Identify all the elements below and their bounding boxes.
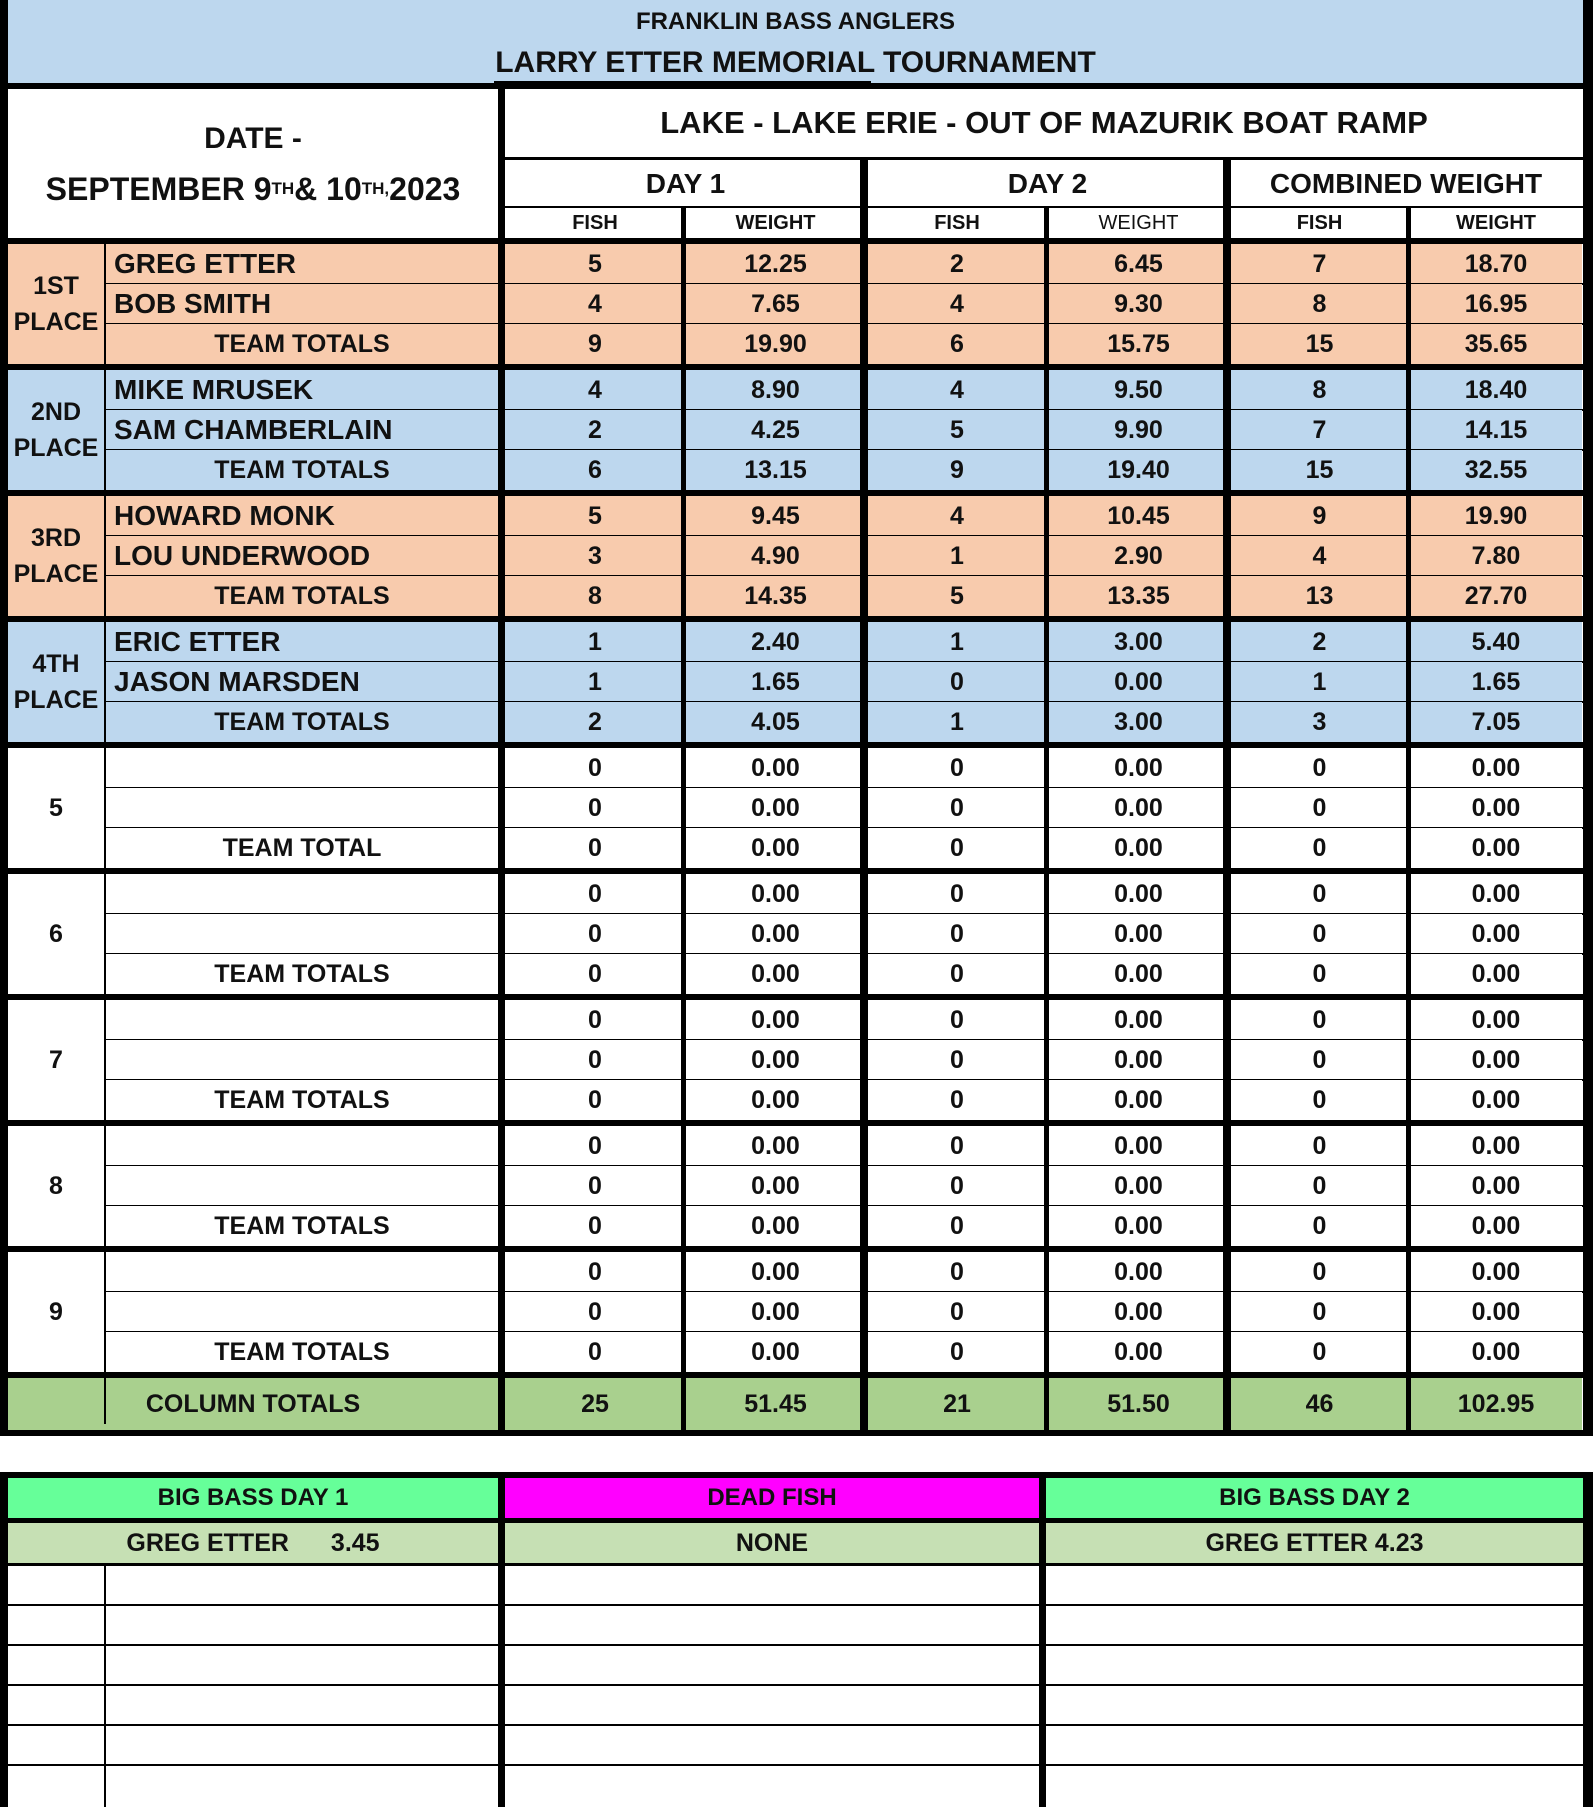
fish-count: 0 <box>505 874 685 914</box>
fish-count: 2 <box>505 410 685 450</box>
fish-count: 1 <box>866 702 1048 742</box>
column-header-fish: FISH <box>572 211 618 234</box>
fish-count: 6 <box>866 324 1048 364</box>
weight-value: 0.00 <box>1048 662 1229 702</box>
weight-value: 13.35 <box>1048 576 1229 616</box>
fish-count: 1 <box>866 536 1048 576</box>
fish-count: 0 <box>1229 1206 1410 1246</box>
team-totals-label: TEAM TOTALS <box>106 1206 498 1246</box>
weight-value: 0.00 <box>1410 1332 1582 1372</box>
weight-value: 0.00 <box>685 1292 866 1332</box>
weight-value: 0.00 <box>1048 1292 1229 1332</box>
weight-value: 0.00 <box>1048 1166 1229 1206</box>
fish-count: 0 <box>866 1252 1048 1292</box>
weight-value: 16.95 <box>1410 284 1582 324</box>
column-total-value: 51.50 <box>1048 1378 1229 1430</box>
weight-value: 14.35 <box>685 576 866 616</box>
table-right-border <box>1583 0 1593 1436</box>
fish-count: 1 <box>1229 662 1410 702</box>
column-header-fish: FISH <box>934 211 980 234</box>
weight-value: 35.65 <box>1410 324 1582 364</box>
place-label-line: PLACE <box>13 308 99 336</box>
place-label-line: 9 <box>49 1298 63 1326</box>
weight-value: 0.00 <box>685 1080 866 1120</box>
fish-count: 5 <box>866 576 1048 616</box>
fish-count: 0 <box>1229 1040 1410 1080</box>
angler-name <box>106 914 498 954</box>
place-label-line: 3RD <box>30 524 81 552</box>
weight-value: 0.00 <box>1410 874 1582 914</box>
fish-count: 2 <box>505 702 685 742</box>
weight-value: 0.00 <box>1048 748 1229 788</box>
weight-value: 0.00 <box>685 1252 866 1292</box>
weight-value: 0.00 <box>1410 1292 1582 1332</box>
awards-empty-row-line <box>8 1764 1583 1766</box>
fish-count: 0 <box>1229 1080 1410 1120</box>
weight-value: 12.25 <box>685 244 866 284</box>
place-label-line: 5 <box>49 794 63 822</box>
fish-count: 5 <box>866 410 1048 450</box>
weight-value: 14.15 <box>1410 410 1582 450</box>
column-totals-label: COLUMN TOTALS <box>8 1378 498 1430</box>
date-suffix-1: TH <box>271 179 295 198</box>
lake-underline <box>505 157 1583 160</box>
team-totals-label: TEAM TOTALS <box>106 324 498 364</box>
awards-left-border <box>0 1472 8 1807</box>
weight-value: 0.00 <box>1410 954 1582 994</box>
weight-value: 0.00 <box>1410 1166 1582 1206</box>
big-bass-day2-winner: GREG ETTER 4.23 <box>1046 1523 1583 1563</box>
weight-value: 0.00 <box>1048 954 1229 994</box>
subcolumn-divider <box>1406 206 1411 1436</box>
fish-count: 0 <box>866 748 1048 788</box>
fish-count: 13 <box>1229 576 1410 616</box>
column-total-value: 102.95 <box>1410 1378 1582 1430</box>
weight-value: 0.00 <box>1048 828 1229 868</box>
fish-count: 0 <box>1229 1292 1410 1332</box>
fish-count: 0 <box>1229 828 1410 868</box>
fish-count: 0 <box>1229 914 1410 954</box>
weight-value: 0.00 <box>1048 1126 1229 1166</box>
totals-bottom-border <box>0 1430 1593 1436</box>
fish-count: 3 <box>1229 702 1410 742</box>
column-header-weight: WEIGHT <box>1098 211 1179 234</box>
angler-name: HOWARD MONK <box>106 496 498 536</box>
big-bass-day1-title: BIG BASS DAY 1 <box>8 1478 498 1518</box>
place-label-line: 6 <box>49 920 63 948</box>
weight-value: 0.00 <box>1410 1000 1582 1040</box>
table-left-border <box>0 0 8 1436</box>
fish-count: 0 <box>505 1206 685 1246</box>
weight-value: 4.25 <box>685 410 866 450</box>
angler-name <box>106 1292 498 1332</box>
fish-count: 0 <box>505 748 685 788</box>
fish-count: 0 <box>505 1166 685 1206</box>
angler-name: SAM CHAMBERLAIN <box>106 410 498 450</box>
angler-name <box>106 748 498 788</box>
fish-count: 0 <box>505 954 685 994</box>
weight-value: 7.05 <box>1410 702 1582 742</box>
place-label-line: PLACE <box>13 686 99 714</box>
fish-count: 8 <box>1229 284 1410 324</box>
awards-divider-2 <box>1039 1472 1046 1807</box>
fish-count: 2 <box>1229 622 1410 662</box>
weight-value: 0.00 <box>685 1126 866 1166</box>
weight-value: 1.65 <box>685 662 866 702</box>
big-bass-day1-winner <box>8 1523 498 1563</box>
place-label-line: 7 <box>49 1046 63 1074</box>
date-mid: & 10 <box>294 170 362 207</box>
angler-name <box>106 1252 498 1292</box>
weight-value: 9.90 <box>1048 410 1229 450</box>
fish-count: 1 <box>505 662 685 702</box>
weight-value: 0.00 <box>685 874 866 914</box>
fish-count: 0 <box>505 828 685 868</box>
fish-count: 0 <box>505 1000 685 1040</box>
weight-value: 13.15 <box>685 450 866 490</box>
team-totals-label: TEAM TOTALS <box>106 1080 498 1120</box>
weight-value: 0.00 <box>1410 1126 1582 1166</box>
subcolumn-divider <box>681 206 686 1436</box>
weight-value: 9.45 <box>685 496 866 536</box>
weight-value: 9.30 <box>1048 284 1229 324</box>
weight-value: 32.55 <box>1410 450 1582 490</box>
place-label-line: PLACE <box>13 560 99 588</box>
place-label <box>8 874 104 994</box>
fish-count: 0 <box>866 914 1048 954</box>
team-totals-label: TEAM TOTALS <box>106 576 498 616</box>
angler-name: JASON MARSDEN <box>106 662 498 702</box>
awards-empty-row-line <box>8 1644 1583 1646</box>
place-column-border <box>104 244 106 1424</box>
awards-right-border <box>1583 1472 1593 1807</box>
group-header-1: DAY 1 <box>645 168 726 199</box>
subcolumn-divider <box>1044 206 1049 1436</box>
fish-count: 0 <box>866 788 1048 828</box>
weight-value: 19.90 <box>685 324 866 364</box>
header-bottom-border <box>8 238 1583 244</box>
angler-name <box>106 1040 498 1080</box>
fish-count: 0 <box>505 1332 685 1372</box>
weight-value: 0.00 <box>685 748 866 788</box>
fish-count: 15 <box>1229 324 1410 364</box>
column-total-value: 25 <box>505 1378 685 1430</box>
weight-value: 3.00 <box>1048 702 1229 742</box>
place-label-line: 4TH <box>32 650 80 678</box>
fish-count: 0 <box>866 1000 1048 1040</box>
fish-count: 0 <box>505 914 685 954</box>
winner-name: GREG ETTER <box>126 1528 289 1557</box>
angler-name <box>106 1166 498 1206</box>
group-divider <box>860 157 868 1436</box>
fish-count: 0 <box>505 1080 685 1120</box>
weight-value: 0.00 <box>1048 1332 1229 1372</box>
team-totals-label: TEAM TOTALS <box>106 954 498 994</box>
weight-value: 0.00 <box>1048 914 1229 954</box>
place-label <box>8 1252 104 1372</box>
fish-count: 9 <box>866 450 1048 490</box>
weight-value: 7.65 <box>685 284 866 324</box>
angler-name: ERIC ETTER <box>106 622 498 662</box>
fish-count: 0 <box>1229 748 1410 788</box>
date-suffix-2: TH, <box>361 179 390 198</box>
fish-count: 0 <box>1229 1332 1410 1372</box>
fish-count: 0 <box>1229 1126 1410 1166</box>
winner-weight: 3.45 <box>330 1528 380 1557</box>
weight-value: 0.00 <box>1410 1080 1582 1120</box>
column-header-weight: WEIGHT <box>735 211 816 234</box>
tournament-title: LARRY ETTER MEMORIAL TOURNAMENT <box>8 43 1583 83</box>
fish-count: 0 <box>1229 1000 1410 1040</box>
org-title: FRANKLIN BASS ANGLERS <box>8 0 1583 43</box>
weight-value: 7.80 <box>1410 536 1582 576</box>
column-total-value: 51.45 <box>685 1378 866 1430</box>
date-month: SEPTEMBER 9 <box>45 170 272 207</box>
awards-empty-row-line <box>8 1684 1583 1686</box>
place-label <box>8 244 104 364</box>
weight-value: 0.00 <box>1048 1252 1229 1292</box>
fish-count: 0 <box>1229 1166 1410 1206</box>
awards-empty-row-line <box>8 1724 1583 1726</box>
fish-count: 1 <box>505 622 685 662</box>
fish-count: 0 <box>866 1166 1048 1206</box>
fish-count: 2 <box>866 244 1048 284</box>
date-value <box>8 165 498 213</box>
lake-location: LAKE - LAKE ERIE - OUT OF MAZURIK BOAT RAMP <box>660 105 1428 140</box>
team-totals-label: TEAM TOTALS <box>106 702 498 742</box>
fish-count: 0 <box>505 788 685 828</box>
awards-divider-1 <box>498 1472 505 1807</box>
weight-value: 27.70 <box>1410 576 1582 616</box>
column-total-value: 21 <box>866 1378 1048 1430</box>
angler-name: LOU UNDERWOOD <box>106 536 498 576</box>
fish-count: 4 <box>1229 536 1410 576</box>
column-total-value: 46 <box>1229 1378 1410 1430</box>
weight-value: 0.00 <box>1048 788 1229 828</box>
fish-count: 0 <box>866 662 1048 702</box>
fish-count: 7 <box>1229 410 1410 450</box>
fish-count: 4 <box>505 370 685 410</box>
fish-count: 8 <box>505 576 685 616</box>
fish-count: 0 <box>866 1080 1048 1120</box>
fish-count: 4 <box>505 284 685 324</box>
fish-count: 0 <box>1229 874 1410 914</box>
fish-count: 0 <box>866 1206 1048 1246</box>
place-label-line: PLACE <box>13 434 99 462</box>
fish-count: 0 <box>866 1292 1048 1332</box>
fish-count: 4 <box>866 496 1048 536</box>
fish-count: 0 <box>866 874 1048 914</box>
weight-value: 0.00 <box>685 954 866 994</box>
weight-value: 18.70 <box>1410 244 1582 284</box>
fish-count: 4 <box>866 284 1048 324</box>
fish-count: 0 <box>866 828 1048 868</box>
weight-value: 0.00 <box>1048 1040 1229 1080</box>
date-year: 2023 <box>389 170 461 207</box>
weight-value: 15.75 <box>1048 324 1229 364</box>
fish-count: 0 <box>505 1252 685 1292</box>
weight-value: 10.45 <box>1048 496 1229 536</box>
awards-empty-row-line <box>8 1604 1583 1606</box>
place-label <box>8 1000 104 1120</box>
group-header-3: COMBINED WEIGHT <box>1269 168 1543 199</box>
awards-row-border <box>8 1563 1583 1566</box>
weight-value: 8.90 <box>685 370 866 410</box>
weight-value: 3.00 <box>1048 622 1229 662</box>
weight-value: 0.00 <box>1410 1040 1582 1080</box>
weight-value: 2.40 <box>685 622 866 662</box>
weight-value: 0.00 <box>1410 1206 1582 1246</box>
weight-value: 0.00 <box>685 1166 866 1206</box>
weight-value: 0.00 <box>1410 748 1582 788</box>
team-totals-label: TEAM TOTALS <box>106 450 498 490</box>
weight-value: 0.00 <box>685 788 866 828</box>
fish-count: 7 <box>1229 244 1410 284</box>
fish-count: 0 <box>505 1040 685 1080</box>
place-label <box>8 496 104 616</box>
column-header-weight: WEIGHT <box>1456 211 1536 234</box>
weight-value: 1.65 <box>1410 662 1582 702</box>
fish-count: 0 <box>866 1040 1048 1080</box>
place-label-line: 1ST <box>33 272 79 300</box>
awards-inner-divider <box>104 1566 106 1807</box>
weight-value: 0.00 <box>1410 914 1582 954</box>
fish-count: 0 <box>505 1292 685 1332</box>
dead-fish-title: DEAD FISH <box>505 1478 1039 1518</box>
angler-name: GREG ETTER <box>106 244 498 284</box>
place-label <box>8 1126 104 1246</box>
angler-name <box>106 874 498 914</box>
big-bass-day2-title: BIG BASS DAY 2 <box>1046 1478 1583 1518</box>
weight-value: 18.40 <box>1410 370 1582 410</box>
angler-name <box>106 788 498 828</box>
angler-name <box>106 1000 498 1040</box>
fish-count: 0 <box>866 1126 1048 1166</box>
weight-value: 0.00 <box>685 828 866 868</box>
fish-count: 0 <box>505 1126 685 1166</box>
fish-count: 0 <box>1229 1252 1410 1292</box>
group-header-2: DAY 2 <box>1007 168 1088 199</box>
team-totals-label: TEAM TOTAL <box>106 828 498 868</box>
weight-value: 9.50 <box>1048 370 1229 410</box>
fish-count: 0 <box>866 1332 1048 1372</box>
fish-count: 5 <box>505 244 685 284</box>
fish-count: 9 <box>1229 496 1410 536</box>
weight-value: 19.90 <box>1410 496 1582 536</box>
weight-value: 0.00 <box>1410 788 1582 828</box>
weight-value: 0.00 <box>1048 1080 1229 1120</box>
fish-count: 1 <box>866 622 1048 662</box>
weight-value: 4.90 <box>685 536 866 576</box>
weight-value: 0.00 <box>1410 1252 1582 1292</box>
weight-value: 0.00 <box>1048 874 1229 914</box>
weight-value: 0.00 <box>1410 828 1582 868</box>
dead-fish-value: NONE <box>505 1523 1039 1563</box>
group-divider <box>1223 157 1231 1436</box>
place-label <box>8 370 104 490</box>
fish-count: 9 <box>505 324 685 364</box>
weight-value: 0.00 <box>1048 1206 1229 1246</box>
weight-value: 0.00 <box>685 1000 866 1040</box>
angler-name: MIKE MRUSEK <box>106 370 498 410</box>
weight-value: 19.40 <box>1048 450 1229 490</box>
fish-count: 4 <box>866 370 1048 410</box>
weight-value: 5.40 <box>1410 622 1582 662</box>
place-label-line: 2ND <box>30 398 81 426</box>
fish-count: 6 <box>505 450 685 490</box>
column-header-fish: FISH <box>1296 211 1343 234</box>
fish-count: 0 <box>1229 788 1410 828</box>
angler-name: BOB SMITH <box>106 284 498 324</box>
weight-value: 0.00 <box>685 1040 866 1080</box>
team-totals-label: TEAM TOTALS <box>106 1332 498 1372</box>
weight-value: 0.00 <box>685 1332 866 1372</box>
date-label: DATE - <box>204 122 302 155</box>
name-column-border <box>498 83 505 1436</box>
place-label-line: 8 <box>49 1172 63 1200</box>
weight-value: 0.00 <box>685 914 866 954</box>
fish-count: 5 <box>505 496 685 536</box>
fish-count: 0 <box>1229 954 1410 994</box>
weight-value: 0.00 <box>1048 1000 1229 1040</box>
angler-name <box>106 1126 498 1166</box>
place-label <box>8 748 104 868</box>
fish-count: 8 <box>1229 370 1410 410</box>
fish-count: 15 <box>1229 450 1410 490</box>
weight-value: 0.00 <box>685 1206 866 1246</box>
weight-value: 2.90 <box>1048 536 1229 576</box>
weight-value: 4.05 <box>685 702 866 742</box>
fish-count: 0 <box>866 954 1048 994</box>
fish-count: 3 <box>505 536 685 576</box>
place-label <box>8 622 104 742</box>
weight-value: 6.45 <box>1048 244 1229 284</box>
